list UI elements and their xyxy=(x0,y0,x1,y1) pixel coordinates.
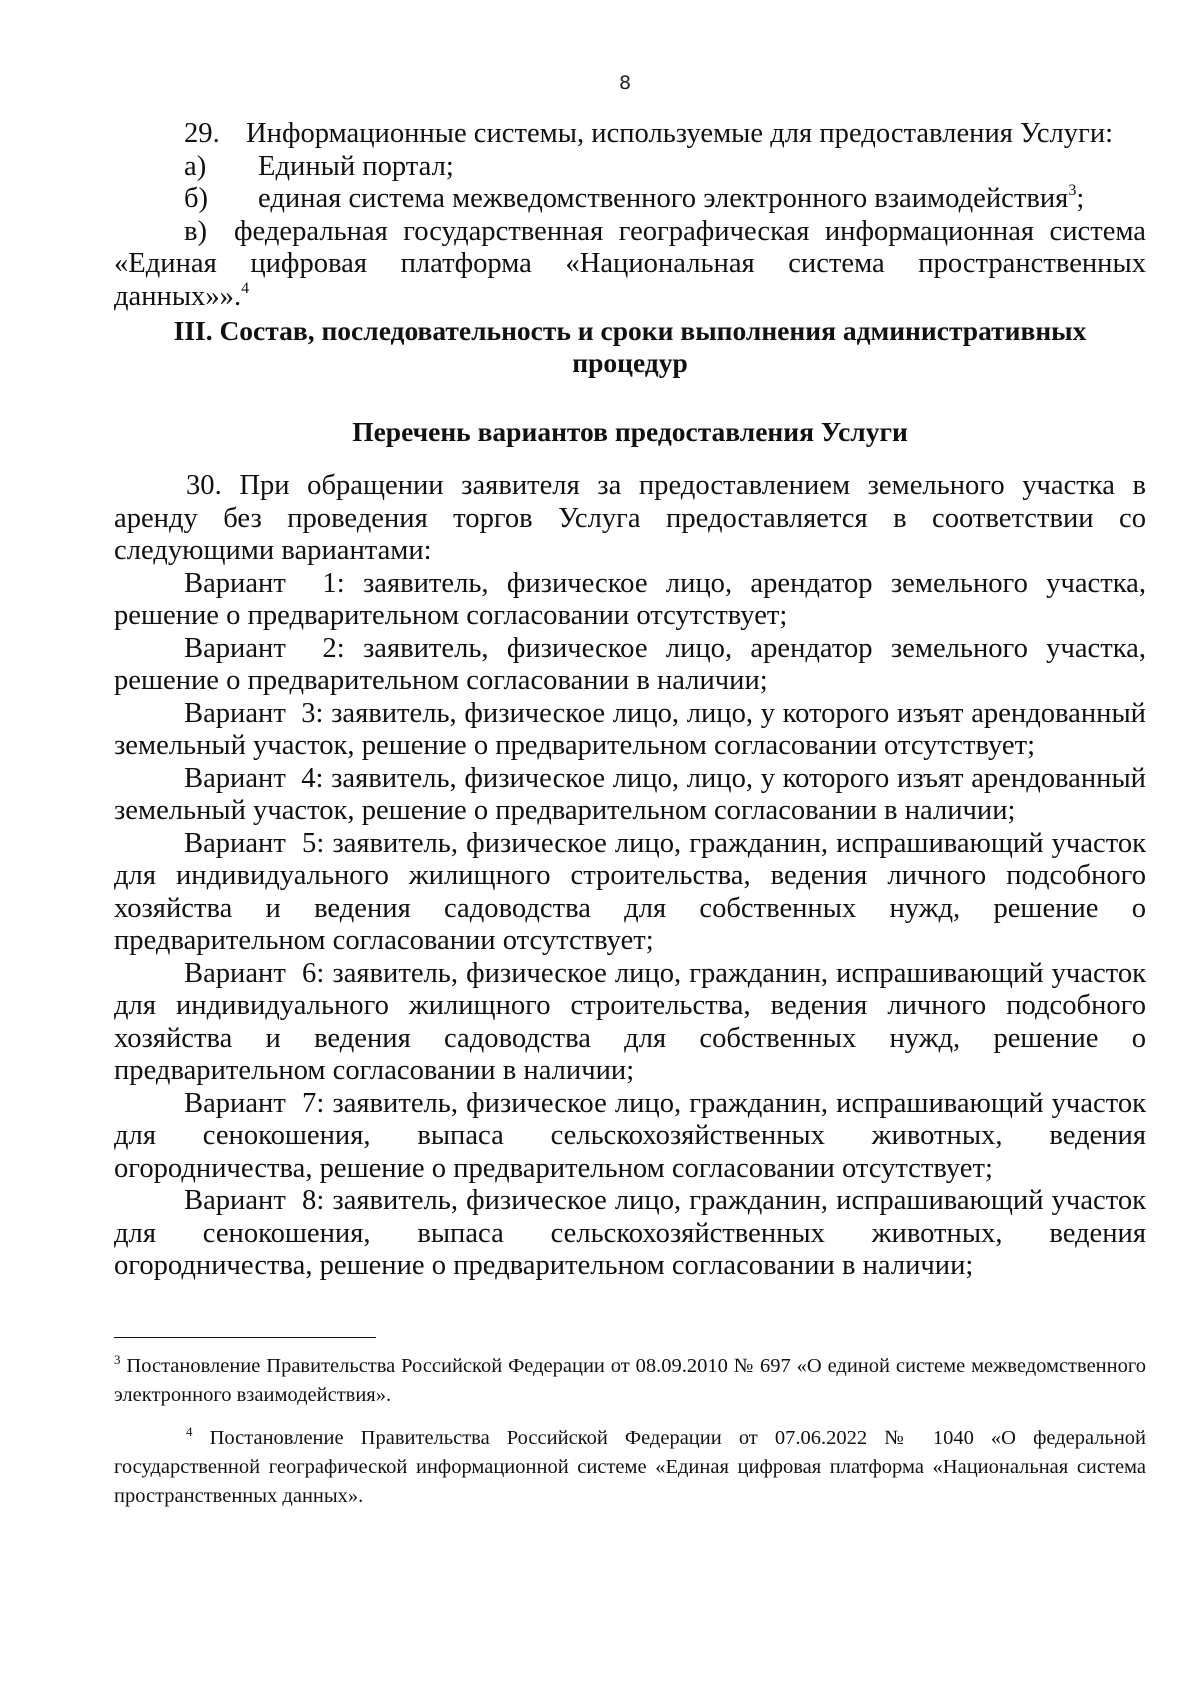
footnote-separator xyxy=(114,1337,376,1338)
item-29-block xyxy=(114,118,1146,313)
page-number: 8 xyxy=(618,72,632,94)
item-30-text: 30. При обращении заявителя за предоставлением земельного участка в аренду без проведения торгов Услуга предоставляется в соответствии со следующими вариантами: xyxy=(114,470,1146,566)
footnote-4 xyxy=(114,1424,1146,1511)
variant-marker: Вариант 4: xyxy=(184,762,324,794)
item-29-a-marker: а) xyxy=(184,150,207,182)
item-29-c xyxy=(114,216,1146,314)
footnote-3-text: Постановление Правительства Российской Федерации от 08.09.2010 № 697 «О единой системе межведомственного электронного взаимодействия». xyxy=(114,1355,1147,1406)
item-29-a-text: Единый портал; xyxy=(258,150,454,182)
item-29-b-marker: б) xyxy=(184,183,209,214)
item-29-b-text: единая система межведомственного электронного взаимодействия xyxy=(258,183,1069,214)
footnote-ref-3: 3 xyxy=(1068,182,1077,199)
item-29-text: Информационные системы, используемые для предоставления Услуги: xyxy=(246,118,1114,149)
variant-item xyxy=(114,568,1146,633)
footnote-4-mark: 4 xyxy=(186,1424,193,1439)
item-29-b-after: ; xyxy=(1076,183,1085,214)
variant-text: заявитель, физическое лицо, арендатор земельного участка, решение о предварительном согласовании отсутствует; xyxy=(114,567,1147,631)
variant-marker: Вариант 6: xyxy=(184,957,325,989)
variant-marker: Вариант 5: xyxy=(184,827,325,859)
variant-marker: Вариант 7: xyxy=(184,1087,325,1119)
item-30-block xyxy=(114,470,1146,1283)
variant-item xyxy=(114,1088,1146,1186)
item-29-b xyxy=(114,183,1146,216)
variant-item xyxy=(114,828,1146,958)
variant-text: заявитель, физическое лицо, гражданин, испрашивающий участок для сенокошения, выпаса сельскохозяйственных животных, ведения огородничества, решение о предварительном согласовании отсутствует; xyxy=(114,1087,1147,1184)
variant-item xyxy=(114,698,1146,763)
footnote-4-text: Постановление Правительства Российской Федерации от 07.06.2022 № 1040 «О федеральной государственной географической информационной системе «Единая цифровая платформа «Национальная система пространственных данных». xyxy=(114,1427,1147,1507)
subheading: Перечень вариантов предоставления Услуги xyxy=(352,416,908,447)
variant-text: заявитель, физическое лицо, гражданин, испрашивающий участок для индивидуального жилищного строительства, ведения личного подсобного хозяйства и ведения садоводства для собственных нужд, решение о предварительном согласовании в наличии; xyxy=(114,957,1147,1086)
variant-item xyxy=(114,958,1146,1088)
variant-marker: Вариант 3: xyxy=(184,697,324,729)
item-29-c-text: федеральная государственная географическая информационная система «Единая цифровая платформа «Национальная система пространственных данных»». xyxy=(114,215,1146,312)
variant-text: заявитель, физическое лицо, гражданин, испрашивающий участок для сенокошения, выпаса сельскохозяйственных животных, ведения огородничества, решение о предварительном согласовании в наличии; xyxy=(114,1185,1147,1281)
item-29-number: 29. xyxy=(184,118,220,149)
item-29-c-marker: в) xyxy=(184,215,208,247)
footnote-3-mark: 3 xyxy=(114,1352,121,1367)
item-29-b-text-wrap xyxy=(258,183,1084,216)
footnote-ref-4: 4 xyxy=(241,279,250,297)
variant-marker: Вариант 8: xyxy=(184,1185,325,1216)
footnote-3 xyxy=(114,1352,1146,1410)
item-29-a xyxy=(114,151,1146,184)
item-29-line xyxy=(114,118,1146,151)
variant-marker: Вариант 2: xyxy=(184,632,345,664)
variant-item xyxy=(114,763,1146,828)
variant-marker: Вариант 1: xyxy=(184,567,345,599)
footnotes xyxy=(114,1352,1146,1511)
variant-text: заявитель, физическое лицо, гражданин, испрашивающий участок для индивидуального жилищного строительства, ведения личного подсобного хозяйства и ведения садоводства для собственных нужд, решение о предварительном согласовании отсутствует; xyxy=(114,827,1147,956)
variant-text: заявитель, физическое лицо, арендатор земельного участка, решение о предварительном согласовании в наличии; xyxy=(114,632,1147,696)
variants-list xyxy=(114,568,1146,1283)
variant-text: заявитель, физическое лицо, лицо, у которого изъят арендованный земельный участок, решение о предварительном согласовании отсутствует; xyxy=(114,697,1146,761)
variant-item xyxy=(114,633,1146,698)
variant-text: заявитель, физическое лицо, лицо, у которого изъят арендованный земельный участок, решение о предварительном согласовании в наличии; xyxy=(114,762,1146,826)
variant-item xyxy=(114,1185,1146,1283)
section-heading: III. Состав, последовательность и сроки выполнения административных процедур xyxy=(173,315,1087,378)
